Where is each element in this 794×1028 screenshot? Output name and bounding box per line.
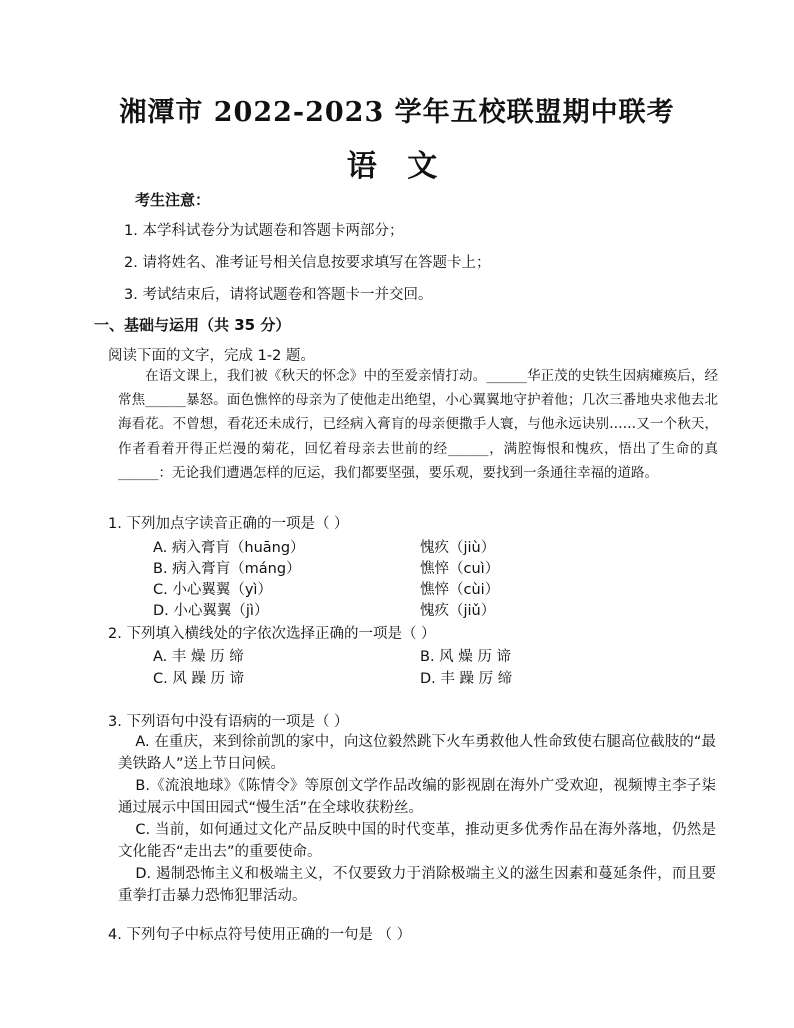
notice-heading: 考生注意： [135, 191, 211, 209]
q2-option-b: B. 风 燥 历 谛 [420, 649, 511, 665]
exam-title: 湘潭市 2022-2023 学年五校联盟期中联考 [119, 97, 675, 128]
reading-passage: 在语文课上，我们被《秋天的怀念》中的至爱亲情打动。______华正茂的史铁生因病瘫痪后，经常焦______暴怒。面色憔悴的母亲为了使他走出绝望，小心翼翼地守护着他；几次三番地央求他去北海看花。不曾想，看花还未成行，已经病入膏肓的母亲便撒手人寰，与他永远诀别……又一个秋天，作者看着开得正烂漫的菊花，回忆着母亲去世前的经______，满腔悔恨和愧疚，悟出了生命的真______：无论我们遭遇怎样的厄运，我们都要坚强，要乐观，要找到一条通往幸福的道路。 [118, 368, 718, 481]
q1-option-d-left: D. 小心翼翼（jì） [153, 603, 269, 619]
q1-option-a-left: A. 病入膏肓（huāng） [153, 540, 305, 556]
q1-option-d-right: 愧疚（jiǔ） [420, 603, 496, 619]
q1-option-b-left: B. 病入膏肓（máng） [153, 561, 301, 577]
q3-option-d: D. 遏制恐怖主义和极端主义，不仅要致力于消除极端主义的滋生因素和蔓延条件，而且要重拳打击暴力恐怖犯罪活动。 [118, 866, 716, 904]
notice-item: 2. 请将姓名、准考证号相关信息按要求填写在答题卡上； [124, 255, 491, 271]
notice-item: 3. 考试结束后，请将试题卷和答题卡一并交回。 [124, 287, 433, 303]
section-heading: 一、基础与运用（共 35 分） [94, 316, 291, 334]
notice-item: 1. 本学科试卷分为试题卷和答题卡两部分； [124, 223, 404, 239]
q1-option-b-right: 憔悴（cuì） [420, 561, 500, 577]
subject-title: 语 文 [346, 149, 448, 184]
question-3-stem: 3. 下列语句中没有语病的一项是（ ） [108, 714, 349, 730]
question-4-stem: 4. 下列句子中标点符号使用正确的一句是 （ ） [108, 927, 412, 943]
question-2-stem: 2. 下列填入横线处的字依次选择正确的一项是（ ） [108, 626, 436, 642]
q1-option-a-right: 愧疚（jiù） [420, 540, 496, 556]
q2-option-c: C. 风 躁 历 谛 [153, 671, 245, 687]
q2-option-a: A. 丰 燥 历 缔 [153, 649, 244, 665]
q3-option-a: A. 在重庆，来到徐前凯的家中，向这位毅然跳下火车勇救他人性命致使右腿高位截肢的“最美铁路人”送上节日问候。 [118, 734, 716, 772]
reading-instruction: 阅读下面的文字，完成 1-2 题。 [108, 348, 315, 364]
q1-option-c-right: 憔悴（cùi） [420, 582, 500, 598]
q3-option-c: C. 当前，如何通过文化产品反映中国的时代变革，推动更多优秀作品在海外落地，仍然是文化能否“走出去”的重要使命。 [118, 822, 716, 860]
q2-option-d: D. 丰 躁 厉 缔 [420, 671, 513, 687]
q3-option-b: B.《流浪地球》《陈情令》等原创文学作品改编的影视剧在海外广受欢迎，视频博主李子柒通过展示中国田园式“慢生活”在全球收获粉丝。 [118, 778, 716, 816]
question-1-stem: 1. 下列加点字读音正确的一项是（ ） [108, 516, 349, 532]
q1-option-c-left: C. 小心翼翼（yì） [153, 582, 272, 598]
